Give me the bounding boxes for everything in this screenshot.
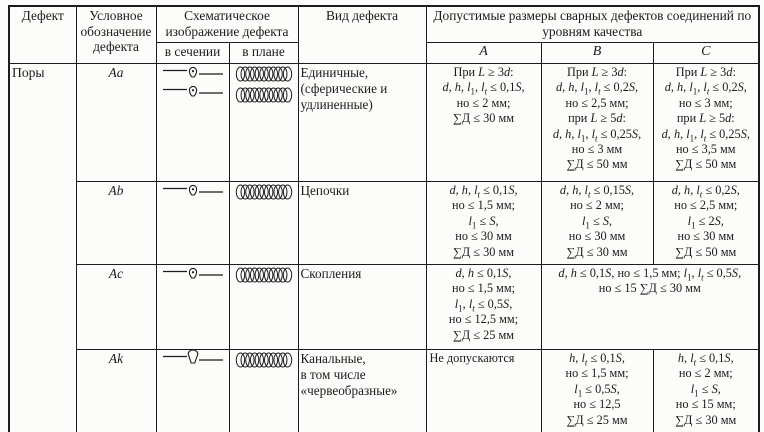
weld-defects-table: [8, 5, 760, 432]
weld-plan-view-icon: [234, 86, 294, 104]
cell-aa-level-c: При L ≥ 3d: d, h, $l_1$, $l_t \le 0,2S$, но ≤ 3 мм; при L ≥ 5d: d, h, $l_1$, $l_t \le 0,25S$, но ≤ 3,5 мм ∑Д ≤ 50 мм: [653, 64, 759, 182]
weld-plan-view-icon: [234, 183, 294, 201]
header-allowed-sizes: Допустимые размеры сварных дефектов соединений по уровням качества: [426, 6, 759, 43]
header-defect-type: Вид дефекта: [298, 6, 426, 64]
cell-ab-level-a: d, h, $l_t \le 0,1S$, но ≤ 1,5 мм; $l_1 \le S$, но ≤ 30 мм ∑Д ≤ 30 мм: [426, 182, 541, 265]
cell-ac-level-a: d, h ≤ 0,1S, но ≤ 1,5 мм; $l_1$, $l_t \le 0,5S$, но ≤ 12,5 мм; ∑Д ≤ 25 мм: [426, 265, 541, 350]
cell-section-ab: [156, 182, 229, 265]
weld-cross-section-icon: [160, 183, 226, 199]
header-level-a: A: [426, 43, 541, 64]
cell-plan-ab: [229, 182, 298, 265]
cell-plan-ac: [229, 265, 298, 350]
cell-section-ak: [156, 350, 229, 432]
header-in-section: в сечении: [156, 43, 229, 64]
cell-designation-aa: Aa: [76, 64, 156, 182]
cell-designation-ab: Ab: [76, 182, 156, 265]
weld-cross-section-icon: [160, 351, 226, 367]
cell-defect-group-pores: Поры: [9, 64, 76, 432]
cell-plan-ak: [229, 350, 298, 432]
cell-aa-level-a: При L ≥ 3d: d, h, $l_1$, $l_t \le 0,1S$, но ≤ 2 мм; ∑Д ≤ 30 мм: [426, 64, 541, 182]
header-schematic: Схематическое изображение дефекта: [156, 6, 298, 43]
cell-section-aa: [156, 64, 229, 182]
cell-ac-level-bc: d, h ≤ 0,1S, но ≤ 1,5 мм; $l_1$, $l_t \le 0,5S$, но ≤ 15 ∑Д ≤ 30 мм: [541, 265, 759, 350]
cell-ak-level-c: h, $l_t \le 0,1S$, но ≤ 2 мм; $l_1 \le S$, но ≤ 15 мм; ∑Д ≤ 30 мм: [653, 350, 759, 432]
weld-cross-section-icon: [160, 84, 226, 100]
header-designation: Условное обозначение дефекта: [76, 6, 156, 64]
header-level-c: C: [653, 43, 759, 64]
cell-type-ab: Цепочки: [298, 182, 426, 265]
header-defect: Дефект: [9, 6, 76, 64]
weld-plan-view-icon: [234, 351, 294, 369]
header-level-b: B: [541, 43, 653, 64]
cell-designation-ac: Ac: [76, 265, 156, 350]
weld-cross-section-icon: [160, 65, 226, 81]
cell-type-ac: Скопления: [298, 265, 426, 350]
cell-ak-level-b: h, $l_t \le 0,1S$, но ≤ 1,5 мм; $l_1 \le 0,5S$, но ≤ 12,5 ∑Д ≤ 25 мм: [541, 350, 653, 432]
cell-plan-aa: [229, 64, 298, 182]
cell-ab-level-c: d, h, $l_t \le 0,2S$, но ≤ 2,5 мм; $l_1 \le 2S$, но ≤ 30 мм ∑Д ≤ 50 мм: [653, 182, 759, 265]
cell-aa-level-b: При L ≥ 3d: d, h, $l_1$, $l_t \le 0,2S$, но ≤ 2,5 мм; при L ≥ 5d: d, h, $l_1$, $l_t \le 0,25S$, но ≤ 3 мм ∑Д ≤ 50 мм: [541, 64, 653, 182]
weld-cross-section-icon: [160, 266, 226, 282]
cell-section-ac: [156, 265, 229, 350]
cell-ab-level-b: d, h, $l_t \le 0,15S$, но ≤ 2 мм; $l_1 \le S$, но ≤ 30 мм ∑Д ≤ 30 мм: [541, 182, 653, 265]
weld-plan-view-icon: [234, 65, 294, 83]
cell-type-ak: Канальные, в том числе «червеобразные»: [298, 350, 426, 432]
weld-plan-view-icon: [234, 266, 294, 284]
cell-designation-ak: Ak: [76, 350, 156, 432]
header-in-plan: в плане: [229, 43, 298, 64]
cell-type-aa: Единичные, (сферические и удлиненные): [298, 64, 426, 182]
cell-ak-level-a: Не допускаются: [426, 350, 541, 432]
